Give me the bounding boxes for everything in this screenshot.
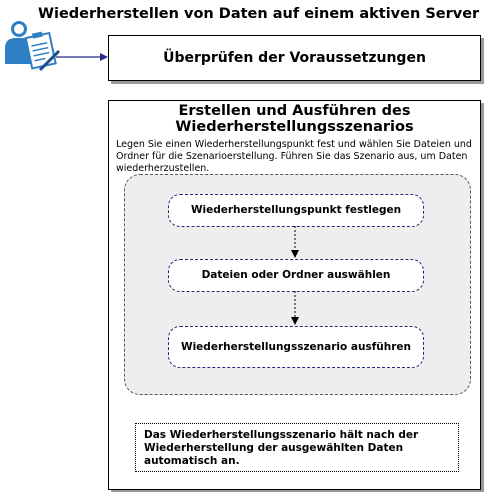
substep-run-scenario: Wiederherstellungsszenario ausführen [168,326,424,368]
step-check-label: Überprüfen der Voraussetzungen [163,50,426,66]
substep-recovery-point: Wiederherstellungspunkt festlegen [168,194,424,227]
substep-arrows [280,225,310,335]
connector-arrow [56,40,112,80]
diagram-title: Wiederherstellen von Daten auf einem aktiven Server [38,6,480,22]
substep-select-files: Dateien oder Ordner auswählen [168,259,424,292]
step-check-prerequisites [108,35,481,81]
note-box: Das Wiederherstellungsszenario hält nach der Wiederherstellung der ausgewählten Daten automatisch an. [135,423,459,472]
panel-description: Legen Sie einen Wiederherstellungspunkt fest und wählen Sie Dateien und Ordner für die Szenarioerstellung. Führen Sie das Szenario aus, um Daten wiederherzustellen. [116,139,472,174]
user-checklist-icon [4,18,64,76]
panel-title: Erstellen und Ausführen des Wiederherstellungsszenarios [175,103,414,135]
